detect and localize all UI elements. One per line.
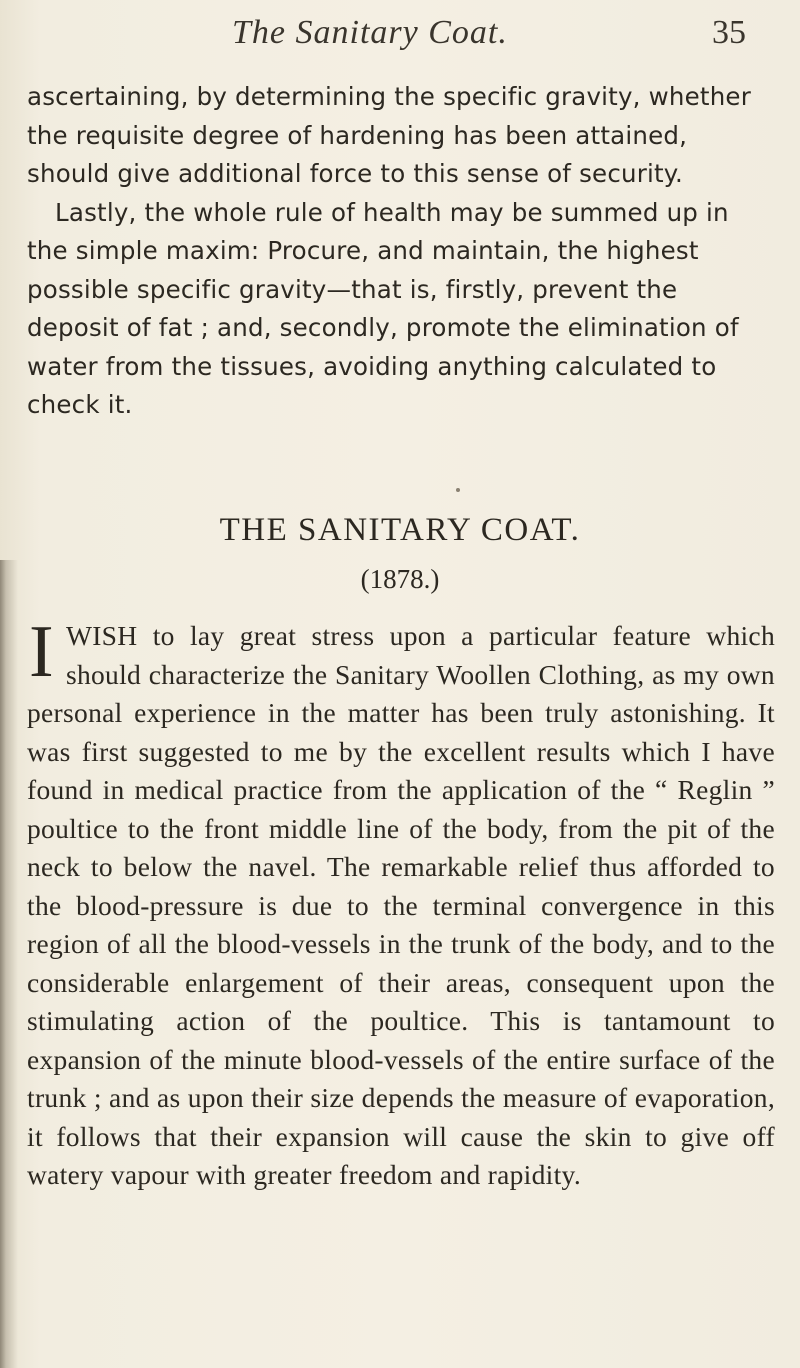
running-title: The Sanitary Coat. [232,14,508,51]
ink-speck [456,488,460,492]
summary-paragraph: Lastly, the whole rule of health may be summed up in the simple maxim: Procure, and maintain, the highest possible specific gravity—that is, firstly, prevent the deposit of fat ; and, secondly, promote the elimination of water from the tissues, avoiding anything calculated to check it. [27,197,739,419]
gutter-shadow [0,560,18,1368]
section-body-text: WISH to lay great stress upon a particular feature which should characterize the Sanitary Woollen Clothing, as my own personal experience in the matter has been truly astonishing. It was first suggested to me by the excellent results which I have found in medical practice from the application of the “ Reglin ” poultice to the front middle line of the body, from the pit of the neck to below the navel. The remarkable relief thus afforded to the blood-pressure is due to the terminal convergence in this region of all the blood-vessels in the trunk of the body, and to the considerable enlargement of their areas, consequent upon the stimulating action of the poultice. This is tantamount to expansion of the minute blood-vessels of the entire surface of the trunk ; and as upon their size depends the measure of evaporation, it follows that their expansion will cause the skin to give off watery vapour with greater freedom and rapidity. [27,620,775,1190]
section-year: (1878.) [360,564,440,594]
section-title: THE SANITARY COAT. [219,512,581,548]
page-number: 35 [712,14,746,51]
drop-cap: I [29,611,54,693]
top-text-block [27,78,775,425]
running-head [0,6,800,66]
section-body [27,611,775,1195]
continuation-paragraph: ascertaining, by determining the specific gravity, whether the requisite degree of hardening has been attained, should give additional force to this sense of security. [27,82,751,188]
